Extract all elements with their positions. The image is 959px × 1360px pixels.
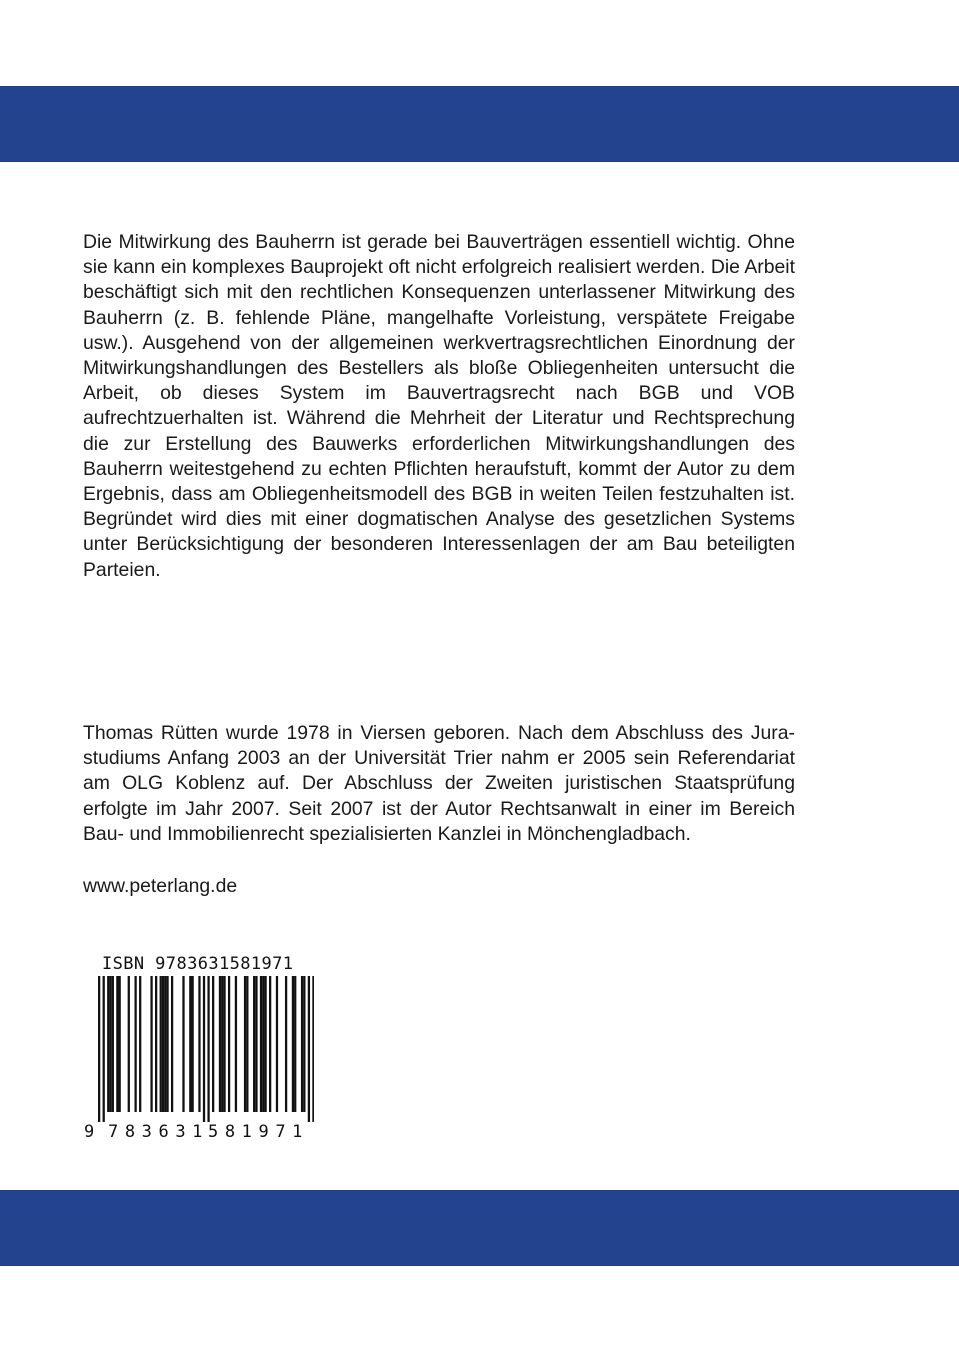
barcode-bar xyxy=(246,976,248,1112)
barcode-bar xyxy=(235,976,237,1112)
barcode-bar xyxy=(166,976,168,1112)
barcode-bar xyxy=(207,976,209,1122)
barcode-bar xyxy=(182,976,184,1112)
barcode-bar xyxy=(264,976,266,1112)
barcode-digit-first: 9 xyxy=(84,1122,95,1142)
barcode-bar xyxy=(139,976,141,1112)
barcode-bar xyxy=(285,976,287,1112)
barcode-bar xyxy=(119,976,121,1112)
barcode-bar xyxy=(228,976,230,1112)
barcode-bar xyxy=(203,976,205,1122)
barcode-bar xyxy=(276,976,278,1112)
barcode-bar xyxy=(312,976,314,1122)
barcode-bar xyxy=(164,976,166,1112)
barcode-bar xyxy=(134,976,136,1112)
barcode-bar xyxy=(223,976,225,1112)
barcode-bar xyxy=(292,976,294,1112)
barcode-bar xyxy=(160,976,162,1112)
isbn-label: ISBN 9783631581971 xyxy=(102,954,294,974)
barcode-digits-left: 783631 xyxy=(108,1122,210,1142)
barcode-bar xyxy=(171,976,173,1112)
barcode-bar xyxy=(112,976,114,1112)
barcode-bar xyxy=(294,976,296,1112)
barcode-bar xyxy=(98,976,100,1122)
barcode-bar xyxy=(212,976,214,1112)
barcode-bar xyxy=(109,976,111,1112)
barcode-bar xyxy=(221,976,223,1112)
barcode-bar xyxy=(198,976,200,1112)
author-bio: Thomas Rütten wurde 1978 in Viersen geboren. Nach dem Abschluss des Jurastudiums Anfang 2003 an der Universität Trier nahm er 2005 sein Referendariat am OLG Koblenz auf. Der Abschluss der Zweiten juristischen Staatsprüfung erfolgte im Jahr 2007. Seit 2007 ist der Autor Rechtsanwalt in einer im Bereich Bau- und Immobilienrecht spezialisierten Kanzlei in Mönchengladbach. xyxy=(83,722,795,845)
barcode-digits-right: 581971 xyxy=(208,1122,310,1142)
top-color-band xyxy=(0,86,959,162)
barcode-bar xyxy=(162,976,164,1112)
barcode-bar xyxy=(255,976,257,1112)
barcode-bar xyxy=(191,976,193,1112)
barcode-bar xyxy=(260,976,262,1112)
barcode-bar xyxy=(269,976,271,1112)
barcode-bar xyxy=(303,976,305,1112)
barcode-bar xyxy=(150,976,152,1112)
barcode-bar xyxy=(262,976,264,1112)
barcode-bar xyxy=(107,976,109,1112)
barcode-bar xyxy=(189,976,191,1112)
publisher-website: www.peterlang.de xyxy=(83,875,238,897)
bottom-color-band xyxy=(0,1190,959,1266)
barcode-bar xyxy=(219,976,221,1112)
barcode-bars xyxy=(84,976,314,1122)
barcode-bar xyxy=(308,976,310,1122)
isbn-barcode xyxy=(84,954,314,1154)
barcode-bar xyxy=(253,976,255,1112)
book-abstract: Die Mitwirkung des Bauherrn ist gerade bei Bauverträgen essentiell wichtig. Ohne sie kann ein komplexes Bauprojekt oft nicht erfolgreich realisiert werden. Die Arbeit beschäftigt sich mit den rechtlichen Konsequenzen unterlassener Mitwirkung des Bauherrn (z. B. fehlende Pläne, mangelhafte Vorleistung, verspätete Freigabe usw.). Ausgehend von der allgemeinen werkvertragsrechtlichen Einordnung der Mitwirkungshandlungen des Bestellers als bloße Obliegenheiten untersucht die Arbeit, ob dieses System im Bauvertragsrecht nach BGB und VOB aufrechtzuerhalten ist. Während die Mehrheit der Literatur und Rechtsprechung die zur Erstellung des Bauwerks erforderlichen Mitwirkungshandlungen des Bauherrn weitestgehend zu echten Pflichten heraufstuft, kommt der Autor zu dem Ergebnis, dass am Obliegenheitsmodell des BGB in weiten Teilen festzuhalten ist. Begründet wird dies mit einer dogmatischen Analyse des gesetzlichen Systems unter Berücksichtigung der besonderen Interessenlagen der am Bau beteiligten Parteien. xyxy=(83,231,795,581)
barcode-bar xyxy=(103,976,105,1122)
barcode-bar xyxy=(244,976,246,1112)
barcode-bar xyxy=(155,976,157,1112)
barcode-bar xyxy=(128,976,130,1112)
barcode-bar xyxy=(301,976,303,1112)
barcode-bar xyxy=(116,976,118,1112)
